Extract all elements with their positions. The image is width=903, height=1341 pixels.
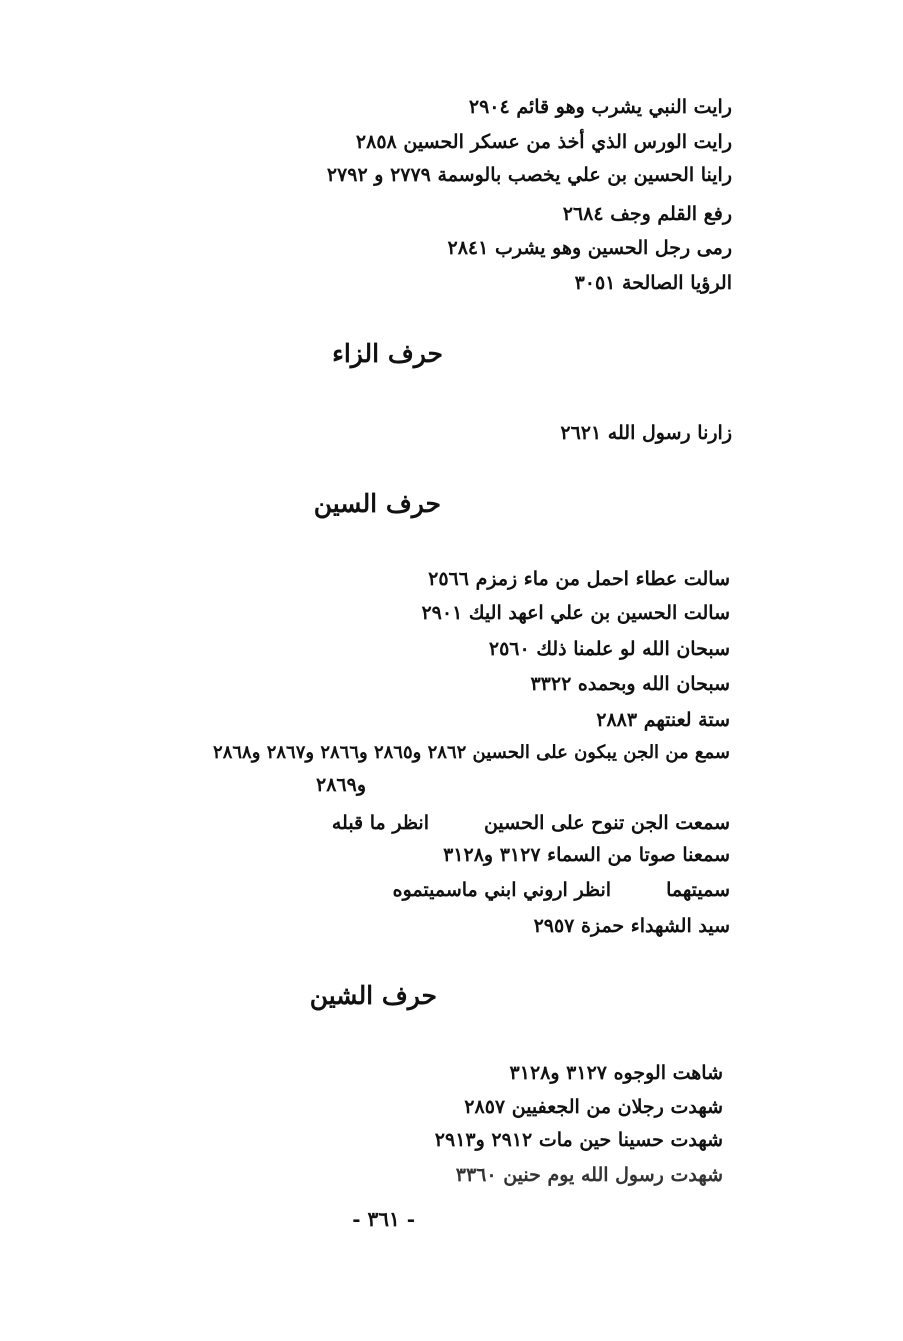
section-heading: حرف السين <box>313 489 441 518</box>
index-entry: الرؤيا الصالحة ٣٠٥١ <box>574 272 732 294</box>
entry-text: سميتهما <box>666 879 730 901</box>
index-entry: سالت عطاء احمل من ماء زمزم ٢٥٦٦ <box>428 568 730 590</box>
cross-reference-entry <box>393 875 730 905</box>
page-number: - ٣٦١ - <box>352 1207 415 1231</box>
index-entry-continuation: و٢٨٦٩ <box>315 774 366 796</box>
index-entry: رفع القلم وجف ٢٦٨٤ <box>562 203 732 225</box>
section-heading: حرف الشين <box>309 981 437 1010</box>
entry-text: سيد الشهداء حمزة ٢٩٥٧ <box>533 915 730 937</box>
entry-text: سمعنا صوتا من السماء ٣١٢٧ و٣١٢٨ <box>443 844 730 866</box>
index-entry: شهدت رسول الله يوم حنين ٣٣٦٠ <box>455 1164 723 1186</box>
see-reference: انظر ما قبله <box>331 812 429 834</box>
index-entry: سمع من الجن يبكون على الحسين ٢٨٦٢ و٢٨٦٥ و٢٨٦٦ و٢٨٦٧ و٢٨٦٨ <box>213 742 730 763</box>
cross-reference-entry <box>534 911 730 941</box>
index-entry: سبحان الله لو علمنا ذلك ٢٥٦٠ <box>488 638 730 660</box>
section-heading: حرف الزاء <box>332 339 443 368</box>
index-entry: رمى رجل الحسين وهو يشرب ٢٨٤١ <box>447 237 732 259</box>
see-reference: انظر اروني ابني ماسميتموه <box>392 879 612 901</box>
index-entry: رايت الورس الذي أخذ من عسكر الحسين ٢٨٥٨ <box>355 131 732 153</box>
index-entry: شهدت رجلان من الجعفيين ٢٨٥٧ <box>464 1096 723 1118</box>
index-entry: سبحان الله وبحمده ٣٣٢٢ <box>530 673 730 695</box>
index-entry: زارنا رسول الله ٢٦٢١ <box>560 422 732 444</box>
index-entry: راينا الحسين بن علي يخصب بالوسمة ٢٧٧٩ و ٢٧٩٢ <box>326 164 732 186</box>
entry-text: سمعت الجن تنوح على الحسين <box>483 812 730 834</box>
cross-reference-entry <box>443 840 730 870</box>
cross-reference-entry <box>332 808 730 838</box>
index-entry: شهدت حسينا حين مات ٢٩١٢ و٢٩١٣ <box>434 1129 723 1151</box>
index-entry: سالت الحسين بن علي اعهد اليك ٢٩٠١ <box>421 602 730 624</box>
index-entry: ستة لعنتهم ٢٨٨٣ <box>596 709 730 731</box>
index-entry: رايت النبي يشرب وهو قائم ٢٩٠٤ <box>468 96 732 118</box>
index-entry: شاهت الوجوه ٣١٢٧ و٣١٢٨ <box>509 1062 723 1084</box>
